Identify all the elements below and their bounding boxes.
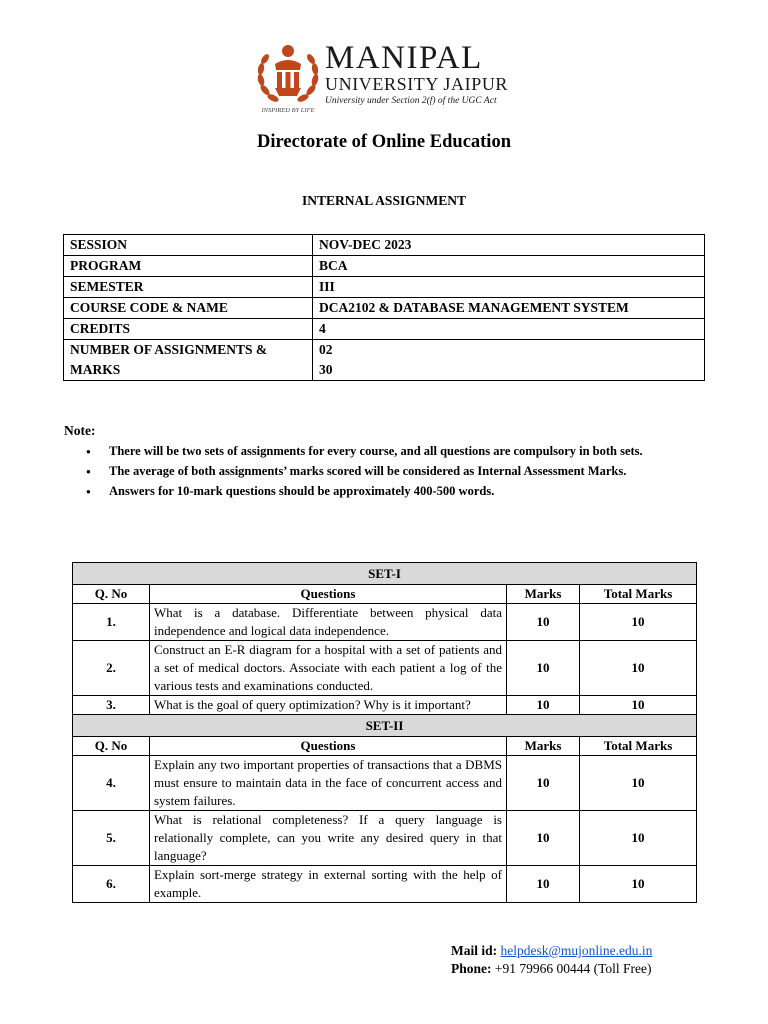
question-marks: 10 <box>507 866 580 903</box>
info-value: BCA <box>313 256 705 277</box>
svg-text:INSPIRED BY LIFE: INSPIRED BY LIFE <box>261 107 315 114</box>
table-row <box>73 756 697 811</box>
info-row <box>64 256 705 277</box>
question-total: 10 <box>580 811 697 866</box>
info-row <box>64 277 705 298</box>
set-1-heading: SET-I <box>73 563 697 585</box>
question-total: 10 <box>580 756 697 811</box>
mail-link[interactable]: helpdesk@mujonline.edu.in <box>500 943 653 958</box>
question-number: 4. <box>73 756 150 811</box>
question-number: 1. <box>73 604 150 641</box>
note-item: ● Answers for 10-mark questions should be approximately 400-500 words. <box>86 483 706 500</box>
info-value-line1: 02 <box>319 342 333 357</box>
info-label: PROGRAM <box>64 256 313 277</box>
logo-name: MANIPAL <box>325 40 483 76</box>
info-row <box>64 298 705 319</box>
info-label: SESSION <box>64 235 313 256</box>
note-item: ● There will be two sets of assignments for every course, and all questions are compulsory in both sets. <box>86 443 706 460</box>
info-value: DCA2102 & DATABASE MANAGEMENT SYSTEM <box>313 298 705 319</box>
question-total: 10 <box>580 696 697 715</box>
info-label-line1: NUMBER OF ASSIGNMENTS & <box>70 342 268 357</box>
question-marks: 10 <box>507 604 580 641</box>
directorate-title: Directorate of Online Education <box>256 132 511 152</box>
course-info-table <box>63 234 705 381</box>
header-qno: Q. No <box>73 737 150 756</box>
header-questions: Questions <box>150 737 507 756</box>
info-row <box>64 340 705 381</box>
table-row <box>73 696 697 715</box>
header-marks: Marks <box>507 737 580 756</box>
mail-line <box>451 942 652 960</box>
mail-label: Mail id: <box>451 943 498 958</box>
document-title: INTERNAL ASSIGNMENT <box>302 193 466 208</box>
header-total-marks: Total Marks <box>580 737 697 756</box>
header-total-marks: Total Marks <box>580 585 697 604</box>
question-text: Explain any two important properties of transactions that a DBMS must ensure to maintain data in the face of concurrent access and system failures. <box>150 756 507 811</box>
info-label <box>64 340 313 381</box>
info-label: COURSE CODE & NAME <box>64 298 313 319</box>
question-number: 6. <box>73 866 150 903</box>
question-text: Explain sort-merge strategy in external sorting with the help of example. <box>150 866 507 903</box>
note-heading: Note: <box>64 423 96 438</box>
header-qno: Q. No <box>73 585 150 604</box>
info-value-line2: 30 <box>319 362 333 377</box>
note-item: ● The average of both assignments’ marks scored will be considered as Internal Assessment Marks. <box>86 463 706 480</box>
question-text: What is relational completeness? If a query language is relationally complete, can you write any desired query in that language? <box>150 811 507 866</box>
table-row <box>73 866 697 903</box>
info-value: III <box>313 277 705 298</box>
question-marks: 10 <box>507 811 580 866</box>
phone-number: +91 79966 00444 (Toll Free) <box>494 961 652 976</box>
phone-label: Phone: <box>451 961 492 976</box>
question-marks: 10 <box>507 756 580 811</box>
contact-block <box>451 942 652 978</box>
info-label-line2: MARKS <box>70 362 121 377</box>
question-number: 2. <box>73 641 150 696</box>
table-row <box>73 641 697 696</box>
question-total: 10 <box>580 604 697 641</box>
logo-subtitle: UNIVERSITY JAIPUR <box>325 74 509 94</box>
laurel-emblem-icon <box>253 40 323 116</box>
university-logo <box>253 40 525 116</box>
set-2-heading: SET-II <box>73 715 697 737</box>
phone-line <box>451 960 652 978</box>
question-marks: 10 <box>507 641 580 696</box>
question-number: 5. <box>73 811 150 866</box>
info-label: SEMESTER <box>64 277 313 298</box>
info-value: NOV-DEC 2023 <box>313 235 705 256</box>
question-text: Construct an E-R diagram for a hospital with a set of patients and a set of medical doctors. Associate with each patient a log of the various tests and examinations conducted. <box>150 641 507 696</box>
table-header-row <box>73 737 697 756</box>
info-row <box>64 235 705 256</box>
question-text: What is the goal of query optimization? Why is it important? <box>150 696 507 715</box>
questions-table <box>72 562 697 903</box>
question-total: 10 <box>580 641 697 696</box>
info-value <box>313 340 705 381</box>
question-text: What is a database. Differentiate between physical data independence and logical data independence. <box>150 604 507 641</box>
question-total: 10 <box>580 866 697 903</box>
question-marks: 10 <box>507 696 580 715</box>
info-row <box>64 319 705 340</box>
info-label: CREDITS <box>64 319 313 340</box>
logo-tagline: University under Section 2(f) of the UGC Act <box>325 96 497 106</box>
header-questions: Questions <box>150 585 507 604</box>
table-row <box>73 604 697 641</box>
table-row <box>73 811 697 866</box>
question-number: 3. <box>73 696 150 715</box>
table-header-row <box>73 585 697 604</box>
header-marks: Marks <box>507 585 580 604</box>
note-list <box>86 443 706 503</box>
info-value: 4 <box>313 319 705 340</box>
